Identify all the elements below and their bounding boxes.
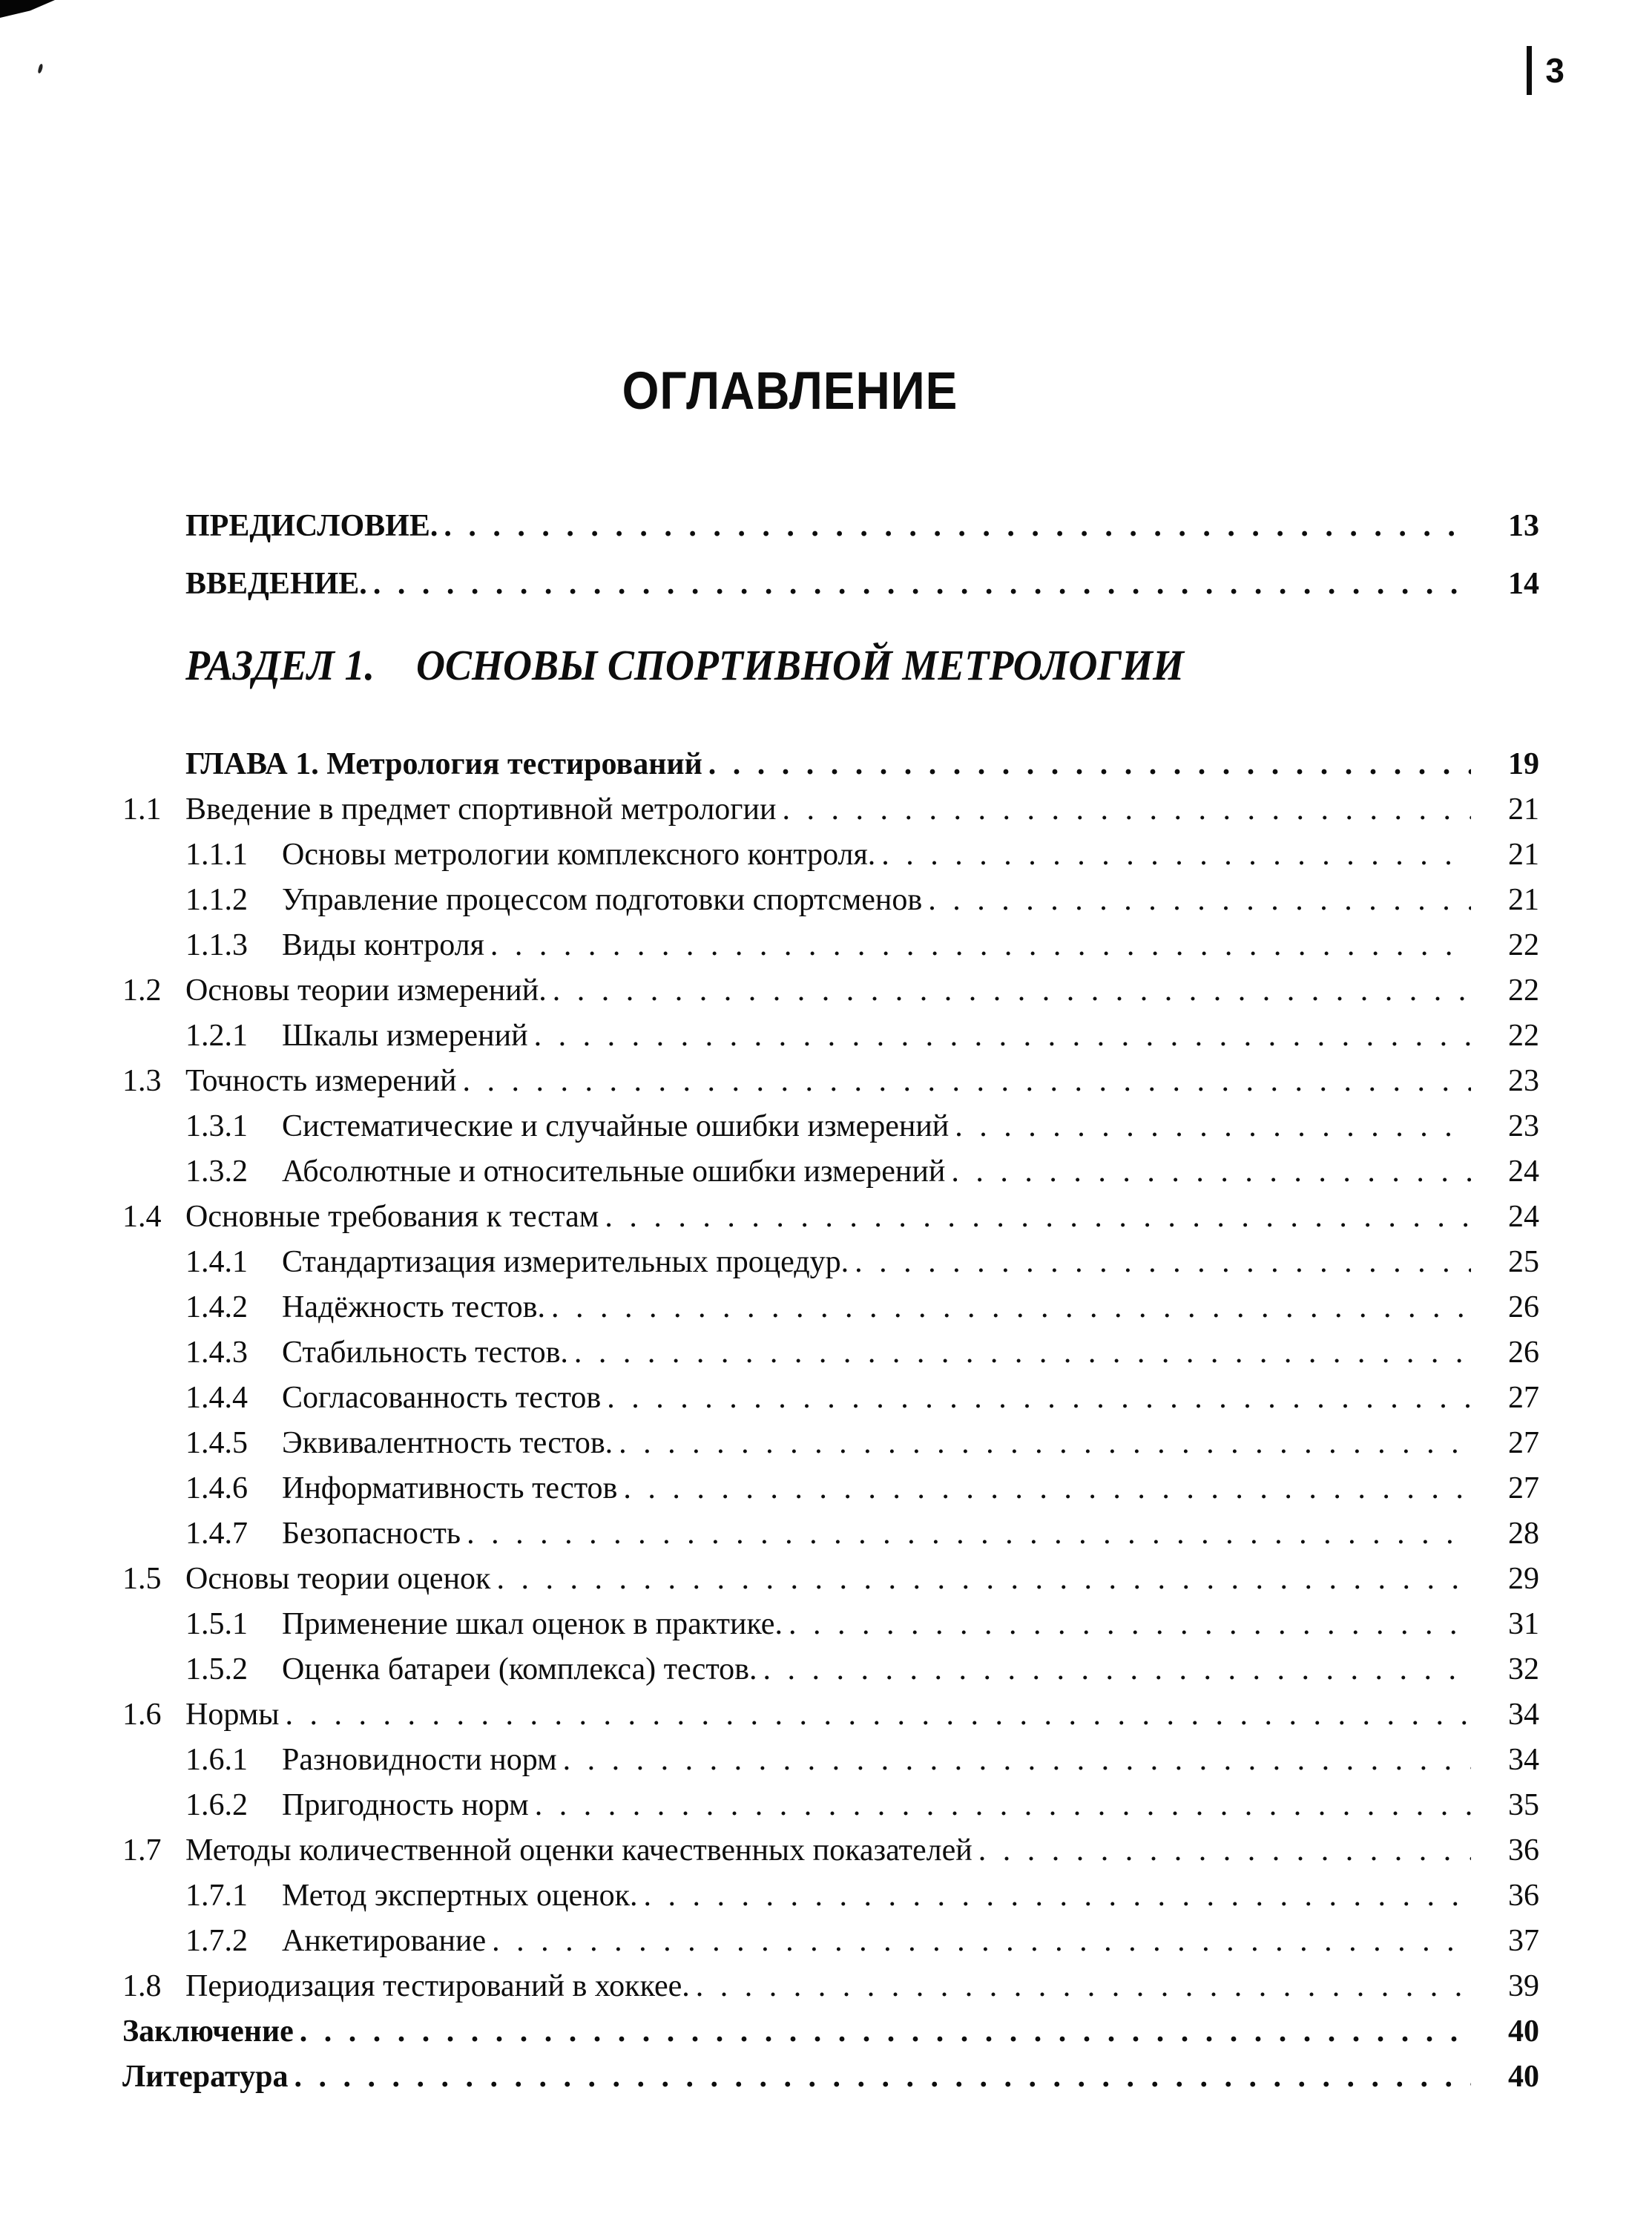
entry-label: Точность измерений: [185, 1064, 457, 1098]
dot-leader: [617, 1466, 1471, 1511]
toc-row: [122, 1014, 1539, 1059]
entry-label: Литература: [122, 2060, 289, 2094]
dot-leader: [776, 787, 1471, 832]
toc-row: [122, 1738, 1539, 1783]
toc-row: [122, 1330, 1539, 1376]
toc-row: [122, 923, 1539, 968]
entry-page: 13: [1508, 509, 1539, 543]
entry-number: 1.7.1: [185, 1879, 248, 1913]
entry-page: 24: [1508, 1154, 1539, 1189]
entry-page: 23: [1508, 1064, 1539, 1098]
entry-number: 1.3.1: [185, 1109, 248, 1143]
entry-number: 1.6: [122, 1698, 162, 1732]
toc-rows: [122, 742, 1539, 2100]
dot-leader: [529, 1783, 1471, 1828]
entry-page: 36: [1508, 1879, 1539, 1913]
toc-front-rows: [122, 497, 1539, 613]
entry-label: Надёжность тестов.: [282, 1290, 545, 1324]
entry-page: 27: [1508, 1381, 1539, 1415]
entry-label: Анкетирование: [282, 1924, 487, 1958]
page-header: [1527, 46, 1564, 95]
entry-label: Основы теории оценок: [185, 1562, 491, 1596]
entry-label: Разновидности норм: [282, 1743, 557, 1777]
dot-leader: [875, 832, 1471, 878]
toc-row: [122, 1557, 1539, 1602]
entry-number: 1.8: [122, 1969, 162, 2003]
entry-number: 1.5: [122, 1562, 162, 1596]
entry-page: 34: [1508, 1698, 1539, 1732]
toc-row: [122, 1149, 1539, 1195]
toc-row: [122, 832, 1539, 878]
entry-label: Эквивалентность тестов.: [282, 1426, 613, 1460]
section-heading: [122, 640, 1539, 691]
dot-leader: [973, 1828, 1471, 1873]
toc-row: [122, 1511, 1539, 1557]
entry-page: 19: [1508, 747, 1539, 781]
entry-label: Применение шкал оценок в практике.: [282, 1607, 783, 1641]
entry-page: 34: [1508, 1743, 1539, 1777]
entry-page: 21: [1508, 838, 1539, 872]
toc-row: [122, 1873, 1539, 1919]
toc-row: [122, 1919, 1539, 1964]
toc-row: [122, 878, 1539, 923]
dot-leader: [613, 1421, 1471, 1466]
entry-number: 1.1: [122, 792, 162, 827]
entry-label: Виды контроля: [282, 928, 484, 962]
entry-label: ВВЕДЕНИЕ.: [185, 567, 367, 601]
dot-leader: [601, 1376, 1471, 1421]
section-number: РАЗДЕЛ 1.: [185, 641, 375, 689]
toc-row: [122, 1964, 1539, 2009]
dot-leader: [849, 1240, 1471, 1285]
entry-label: Информативность тестов: [282, 1471, 618, 1505]
entry-label: Заключение: [122, 2014, 294, 2049]
entry-number: 1.2: [122, 973, 162, 1008]
dot-leader: [367, 555, 1471, 613]
toc-row: [122, 1104, 1539, 1149]
dot-leader: [783, 1602, 1471, 1647]
dot-leader: [484, 923, 1471, 968]
toc-row: [122, 1602, 1539, 1647]
entry-number: 1.4.7: [185, 1517, 248, 1551]
entry-number: 1.6.1: [185, 1743, 248, 1777]
dot-leader: [568, 1330, 1471, 1376]
entry-label: Стандартизация измерительных процедур.: [282, 1245, 849, 1279]
entry-page: 27: [1508, 1471, 1539, 1505]
dot-leader: [557, 1738, 1471, 1783]
entry-number: 1.4.3: [185, 1336, 248, 1370]
entry-page: 22: [1508, 1019, 1539, 1053]
entry-label: Управление процессом подготовки спортсменов: [282, 883, 923, 917]
scan-speck: [38, 64, 44, 74]
entry-page: 21: [1508, 792, 1539, 827]
dot-leader: [945, 1149, 1471, 1195]
toc-row: [122, 1421, 1539, 1466]
entry-page: 36: [1508, 1833, 1539, 1868]
toc-row: [122, 497, 1539, 555]
toc-row: [122, 1647, 1539, 1692]
entry-page: 27: [1508, 1426, 1539, 1460]
entry-number: 1.4.1: [185, 1245, 248, 1279]
entry-number: 1.5.1: [185, 1607, 248, 1641]
toc-row: [122, 2009, 1539, 2054]
toc-row: [122, 1692, 1539, 1738]
dot-leader: [757, 1647, 1471, 1692]
entry-page: 37: [1508, 1924, 1539, 1958]
dot-leader: [702, 742, 1471, 787]
dot-leader: [438, 497, 1471, 555]
dot-leader: [288, 2054, 1471, 2100]
dot-leader: [280, 1692, 1472, 1738]
toc-row: [122, 2054, 1539, 2100]
entry-label: Пригодность норм: [282, 1788, 529, 1822]
toc-row: [122, 787, 1539, 832]
entry-label: Периодизация тестирований в хоккее.: [185, 1969, 690, 2003]
entry-number: 1.4: [122, 1200, 162, 1234]
entry-number: 1.3.2: [185, 1154, 248, 1189]
page-number: 3: [1545, 51, 1564, 90]
entry-label: Методы количественной оценки качественных показателей: [185, 1833, 973, 1868]
dot-leader: [545, 1285, 1471, 1330]
dot-leader: [486, 1919, 1471, 1964]
entry-page: 29: [1508, 1562, 1539, 1596]
entry-page: 26: [1508, 1290, 1539, 1324]
dot-leader: [547, 968, 1471, 1014]
entry-label: Стабильность тестов.: [282, 1336, 568, 1370]
dot-leader: [638, 1873, 1471, 1919]
entry-page: 25: [1508, 1245, 1539, 1279]
entry-page: 23: [1508, 1109, 1539, 1143]
entry-label: Основы метрологии комплексного контроля.: [282, 838, 876, 872]
entry-label: Метод экспертных оценок.: [282, 1879, 638, 1913]
dot-leader: [599, 1195, 1471, 1240]
dot-leader: [490, 1557, 1471, 1602]
toc-row: [122, 1240, 1539, 1285]
toc-row: [122, 1376, 1539, 1421]
scan-artifact: [0, 0, 55, 18]
toc-row: [122, 742, 1539, 787]
entry-label: Введение в предмет спортивной метрологии: [185, 792, 777, 827]
section-title: ОСНОВЫ СПОРТИВНОЙ МЕТРОЛОГИИ: [415, 641, 1184, 689]
entry-page: 22: [1508, 928, 1539, 962]
entry-number: 1.5.2: [185, 1652, 248, 1686]
entry-number: 1.6.2: [185, 1788, 248, 1822]
entry-page: 32: [1508, 1652, 1539, 1686]
dot-leader: [690, 1964, 1471, 2009]
toc-row: [122, 1195, 1539, 1240]
dot-leader: [294, 2009, 1471, 2054]
dot-leader: [528, 1014, 1471, 1059]
toc-row: [122, 1466, 1539, 1511]
entry-page: 39: [1508, 1969, 1539, 2003]
toc-row: [122, 968, 1539, 1014]
toc-row: [122, 1059, 1539, 1104]
dot-leader: [456, 1059, 1471, 1104]
entry-page: 35: [1508, 1788, 1539, 1822]
entry-number: 1.2.1: [185, 1019, 248, 1053]
entry-page: 22: [1508, 973, 1539, 1008]
toc-row: [122, 555, 1539, 613]
entry-label: Основы теории измерений.: [185, 973, 547, 1008]
folio-divider: [1527, 46, 1532, 95]
entry-number: 1.4.2: [185, 1290, 248, 1324]
entry-label: Оценка батареи (комплекса) тестов.: [282, 1652, 757, 1686]
entry-label: Нормы: [185, 1698, 280, 1732]
entry-label: ПРЕДИСЛОВИЕ.: [185, 509, 438, 543]
toc-row: [122, 1828, 1539, 1873]
entry-number: 1.1.1: [185, 838, 248, 872]
entry-number: 1.7.2: [185, 1924, 248, 1958]
entry-page: 28: [1508, 1517, 1539, 1551]
dot-leader: [922, 878, 1471, 923]
entry-page: 40: [1508, 2060, 1539, 2094]
page-title: ОГЛАВЛЕНИЕ: [622, 361, 958, 421]
entry-page: 24: [1508, 1200, 1539, 1234]
entry-page: 26: [1508, 1336, 1539, 1370]
entry-page: 14: [1508, 567, 1539, 601]
entry-label: Основные требования к тестам: [185, 1200, 599, 1234]
entry-number: 1.4.5: [185, 1426, 248, 1460]
entry-number: 1.4.6: [185, 1471, 248, 1505]
entry-number: 1.7: [122, 1833, 162, 1868]
entry-number: 1.3: [122, 1064, 162, 1098]
entry-label: Систематические и случайные ошибки измерений: [282, 1109, 950, 1143]
toc-row: [122, 1285, 1539, 1330]
entry-label: Абсолютные и относительные ошибки измерений: [282, 1154, 946, 1189]
entry-label: ГЛАВА 1. Метрология тестирований: [185, 747, 702, 781]
entry-label: Шкалы измерений: [282, 1019, 528, 1053]
entry-number: 1.1.2: [185, 883, 248, 917]
entry-page: 31: [1508, 1607, 1539, 1641]
toc-row: [122, 1783, 1539, 1828]
entry-label: Безопасность: [282, 1517, 461, 1551]
dot-leader: [949, 1104, 1471, 1149]
entry-label: Согласованность тестов: [282, 1381, 602, 1415]
entry-page: 21: [1508, 883, 1539, 917]
entry-number: 1.1.3: [185, 928, 248, 962]
dot-leader: [461, 1511, 1471, 1557]
entry-page: 40: [1508, 2014, 1539, 2049]
entry-number: 1.4.4: [185, 1381, 248, 1415]
